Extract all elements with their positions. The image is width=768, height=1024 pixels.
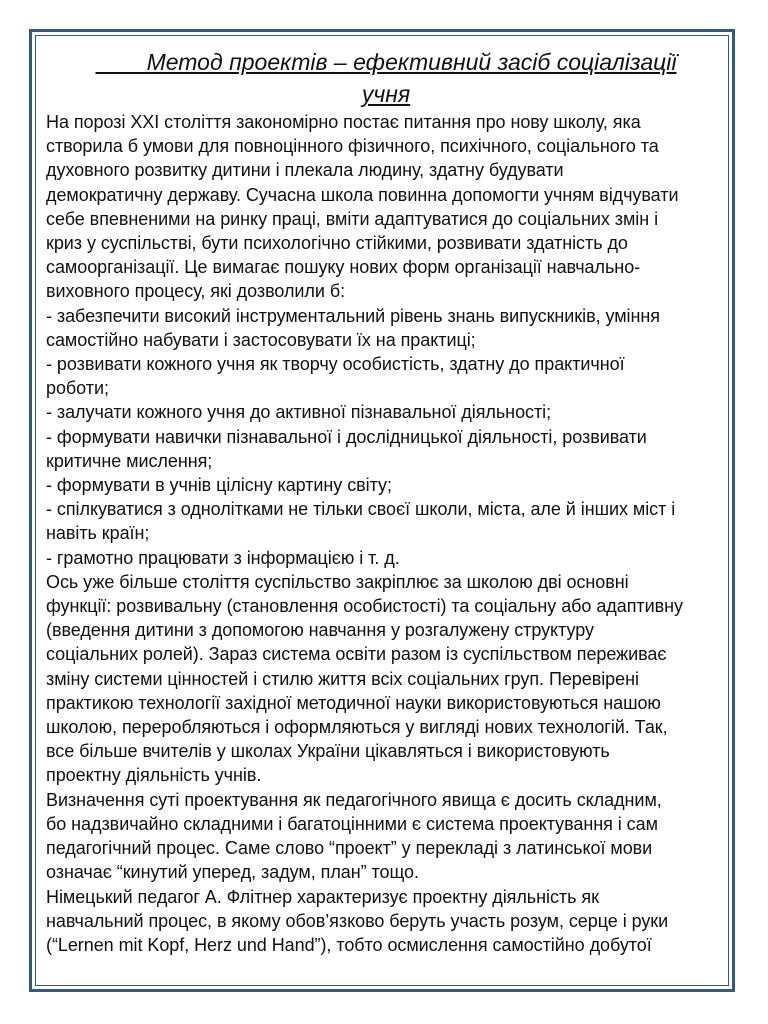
text-line: роботи; xyxy=(46,378,109,399)
text-line: духовного розвитку дитини і плекала людину, здатну будувати xyxy=(46,160,564,181)
text-line: самоорганізації. Це вимагає пошуку нових форм організації навчально- xyxy=(46,257,641,278)
text-line: школою, переробляються і оформляються у вигляді нових технологій. Так, xyxy=(46,717,668,738)
text-line: криз у суспільстві, бути психологічно стійкими, розвивати здатність до xyxy=(46,233,628,254)
text-line: Німецький педагог А. Флітнер характеризує проектну діяльність як xyxy=(46,886,599,907)
text-line: (введення дитини з допомогою навчання у розгалужену структуру xyxy=(46,620,594,641)
text-line: практикою технології західної методичної науки використовуються нашою xyxy=(46,692,661,713)
text-line: навчальний процес, в якому обов’язково беруть участь розум, серце і руки xyxy=(46,910,669,931)
document-page xyxy=(46,44,726,957)
document-body xyxy=(46,110,726,957)
text-line: - залучати кожного учня до активної пізнавальної діяльності; xyxy=(46,402,552,423)
text-line: - розвивати кожного учня як творчу особистість, здатну до практичної xyxy=(46,354,625,375)
text-line: соціальних ролей). Зараз система освіти разом із суспільством переживає xyxy=(46,644,667,665)
document-title xyxy=(46,48,726,108)
text-line: педагогічний процес. Саме слово “проект” у перекладі з латинської мови xyxy=(46,838,653,859)
text-line: Ось уже більше століття суспільство закріплює за школою дві основні xyxy=(46,571,629,592)
text-line: проектну діяльність учнів. xyxy=(46,765,262,786)
text-line: навіть країн; xyxy=(46,523,150,544)
text-line: зміну системи цінностей і стилю життя всіх соціальних груп. Перевірені xyxy=(46,668,639,689)
text-line: функції: розвивальну (становлення особистості) та соціальну або адаптивну xyxy=(46,596,683,617)
text-line: бо надзвичайно складними і багатоцінними є система проектування і сам xyxy=(46,813,658,834)
title-line: учня xyxy=(361,81,411,107)
text-line: все більше вчителів у школах України цікавляться і використовують xyxy=(46,741,610,762)
text-line: виховного процесу, які дозволили б: xyxy=(46,281,346,302)
text-line: Визначення суті проектування як педагогічного явища є досить складним, xyxy=(46,789,662,810)
text-line: На порозі XXI століття закономірно постає питання про нову школу, яка xyxy=(46,112,641,132)
text-line: - забезпечити високий інструментальний рівень знань випускників, уміння xyxy=(46,305,660,326)
text-line: критичне мислення; xyxy=(46,450,213,471)
text-line: (“Lernen mit Kopf, Herz und Hand”), тобто осмислення самостійно добутої xyxy=(46,934,652,955)
text-line: означає “кинутий уперед, задум, план” тощо. xyxy=(46,862,419,883)
text-line: - спілкуватися з однолітками не тільки своєї школи, міста, але й інших міст і xyxy=(46,499,676,520)
text-line: себе впевненими на ринку праці, вміти адаптуватися до соціальних змін і xyxy=(46,208,659,229)
text-line: - грамотно працювати з інформацією і т. д. xyxy=(46,547,400,568)
text-line: - формувати в учнів цілісну картину світу; xyxy=(46,475,392,496)
title-line: Метод проектів – ефективний засіб соціалізації xyxy=(95,49,677,75)
text-line: створила б умови для повноцінного фізичного, психічного, соціального та xyxy=(46,136,659,157)
text-line: - формувати навички пізнавальної і дослідницької діяльності, розвивати xyxy=(46,426,647,447)
text-line: самостійно набувати і застосовувати їх на практиці; xyxy=(46,329,476,350)
text-line: демократичну державу. Сучасна школа повинна допомогти учням відчувати xyxy=(46,184,679,205)
